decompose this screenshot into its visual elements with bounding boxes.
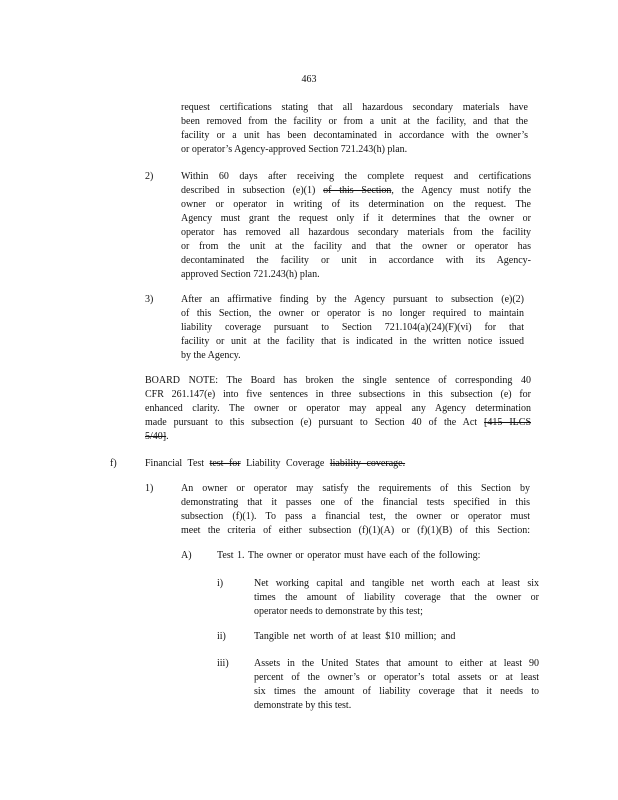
text-line: operator has removed all hazardous secondary materials from the facility <box>181 227 531 238</box>
text-line: percent of the owner’s or operator’s total assets or at least <box>254 672 539 683</box>
text-line: decontaminated the facility or unit in accordance with its Agency- <box>181 255 531 266</box>
text-line: been removed from the facility or from a unit at the facility, and that the <box>181 116 528 127</box>
text-line: liability coverage pursuant to Section 721.104(a)(24)(F)(vi) for that <box>181 322 524 333</box>
text-line: meet the criteria of either subsection (f)(1)(A) or (f)(1)(B) of this Section: <box>181 525 530 536</box>
text-line: times the amount of liability coverage that the owner or <box>254 592 539 603</box>
page-number: 463 <box>301 74 317 85</box>
text-line: approved Section 721.243(h) plan. <box>181 269 320 280</box>
text-line: by the Agency. <box>181 350 241 361</box>
f1A-label: A) <box>181 550 192 561</box>
text-line: facility or unit at the facility that is indicated in the written notice issued <box>181 336 524 347</box>
text-fragment: Liability Coverage <box>246 458 325 469</box>
text-line: owner or operator in writing of its determination on the request. The <box>181 199 531 210</box>
text-fragment: Financial Test <box>145 458 205 469</box>
text-fragment: described in subsection (e)(1) <box>181 185 316 196</box>
text-line: six times the amount of liability coverage that it needs to <box>254 686 539 697</box>
text-line: Assets in the United States that amount to either at least 90 <box>254 658 539 669</box>
section-f-label: f) <box>110 458 117 469</box>
f1A-text <box>217 549 522 563</box>
struck-text: [415 ILCS <box>484 417 532 428</box>
item-3-text <box>181 293 524 363</box>
text-line: After an affirmative finding by the Agency pursuant to subsection (e)(2) <box>181 294 524 305</box>
item-2-label: 2) <box>145 171 154 182</box>
text-line <box>181 184 531 198</box>
text-line: operator needs to demonstrate by this test; <box>254 606 423 617</box>
text-line: request certifications stating that all hazardous secondary materials have <box>181 102 528 113</box>
text-line: CFR 261.147(e) into five sentences in three subsections in this subsection (e) for <box>145 389 531 400</box>
text-line: An owner or operator may satisfy the requirements of this Section by <box>181 483 530 494</box>
text-line: Test 1. The owner or operator must have each of the following: <box>217 550 481 561</box>
text-line: BOARD NOTE: The Board has broken the single sentence of corresponding 40 <box>145 375 531 386</box>
text-line: Agency must grant the request only if it determines that the owner or <box>181 213 531 224</box>
sub-ii-text <box>254 630 539 644</box>
sub-i-label: i) <box>217 578 224 589</box>
struck-text: of this Section <box>323 185 392 196</box>
text-fragment: , the Agency must notify the <box>391 185 532 196</box>
struck-text: 5/40] <box>145 431 167 442</box>
item-2-text <box>181 170 531 282</box>
text-line: subsection (f)(1). To pass a financial test, the owner or operator must <box>181 511 530 522</box>
continued-paragraph <box>181 101 528 157</box>
text-fragment: made pursuant to this subsection (e) pursuant to Section 40 of the Act <box>145 417 478 428</box>
text-line <box>145 430 531 444</box>
sub-iii-text <box>254 657 539 713</box>
sub-i-text <box>254 577 539 619</box>
text-line: demonstrating that it passes one of the financial tests specified in this <box>181 497 530 508</box>
struck-text: liability coverage. <box>329 458 406 469</box>
f1-text <box>181 482 530 538</box>
text-line: Net working capital and tangible net worth each at least six <box>254 578 539 589</box>
text-line: or from the unit at the facility and that the owner or operator has <box>181 241 531 252</box>
board-note <box>145 374 531 444</box>
struck-text: test for <box>209 458 241 469</box>
text-line: enhanced clarity. The owner or operator may appeal any Agency determination <box>145 403 531 414</box>
text-line: Within 60 days after receiving the complete request and certifications <box>181 171 531 182</box>
sub-ii-label: ii) <box>217 631 226 642</box>
text-fragment: . <box>166 431 169 442</box>
text-line: Tangible net worth of at least $10 million; and <box>254 631 456 642</box>
text-line: facility or a unit has been decontaminated in accordance with the owner’s <box>181 130 528 141</box>
text-line: or operator’s Agency-approved Section 721.243(h) plan. <box>181 144 408 155</box>
section-f-heading <box>145 457 405 471</box>
text-line <box>145 416 531 430</box>
text-line: demonstrate by this test. <box>254 700 352 711</box>
sub-iii-label: iii) <box>217 658 229 669</box>
text-line: of this Section, the owner or operator is no longer required to maintain <box>181 308 524 319</box>
item-3-label: 3) <box>145 294 154 305</box>
f1-label: 1) <box>145 483 154 494</box>
